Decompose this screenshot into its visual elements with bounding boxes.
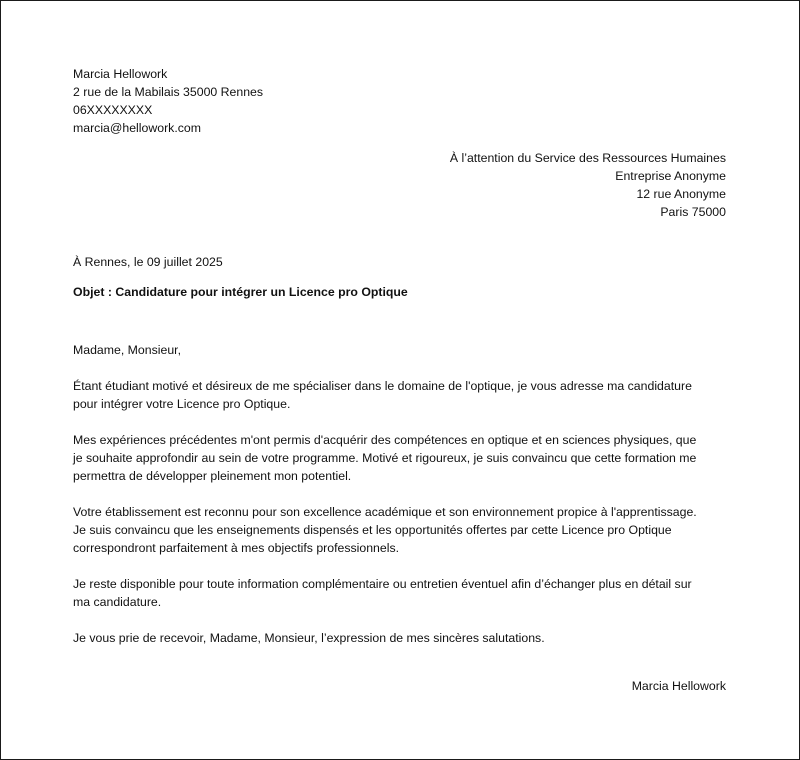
paragraph-motivation xyxy=(73,377,733,413)
paragraph-line: Je suis convaincu que les enseignements dispensés et les opportunités offertes par cette Licence pro Optique xyxy=(73,523,672,537)
paragraph-line: Je reste disponible pour toute information complémentaire ou entretien éventuel afin d’échanger plus en détail sur xyxy=(73,577,692,591)
sender-address: 2 rue de la Mabilais 35000 Rennes xyxy=(73,85,264,99)
sender-block xyxy=(73,65,263,137)
recipient-block xyxy=(450,149,726,221)
sender-phone: 06XXXXXXXX xyxy=(73,103,153,117)
signature: Marcia Hellowork xyxy=(631,679,726,693)
recipient-street: 12 rue Anonyme xyxy=(636,187,726,201)
closing xyxy=(73,629,733,647)
letter-subject: Objet : Candidature pour intégrer un Licence pro Optique xyxy=(73,285,408,299)
paragraph-line: correspondront parfaitement à mes objectifs professionnels. xyxy=(73,541,400,555)
paragraph-line: je souhaite approfondir au sein de votre programme. Motivé et rigoureux, je suis convaincu que cette formation me xyxy=(73,451,697,465)
recipient-attention: À l’attention du Service des Ressources Humaines xyxy=(449,151,726,165)
paragraph-line: Votre établissement est reconnu pour son excellence académique et son environnement propice à l'apprentissage. xyxy=(73,505,697,519)
paragraph-line: pour intégrer votre Licence pro Optique. xyxy=(73,397,291,411)
paragraph-institution xyxy=(73,503,733,557)
paragraph-line: permettra de développer pleinement mon potentiel. xyxy=(73,469,352,483)
greeting xyxy=(73,341,733,359)
sender-name: Marcia Hellowork xyxy=(73,67,168,81)
sender-email: marcia@hellowork.com xyxy=(73,121,201,135)
paragraph-availability xyxy=(73,575,733,611)
paragraph-line: ma candidature. xyxy=(73,595,162,609)
greeting-line: Madame, Monsieur, xyxy=(73,343,181,357)
closing-line: Je vous prie de recevoir, Madame, Monsieur, l’expression de mes sincères salutations. xyxy=(73,631,545,645)
letter-date: À Rennes, le 09 juillet 2025 xyxy=(73,255,223,269)
paragraph-experience xyxy=(73,431,733,485)
paragraph-line: Mes expériences précédentes m'ont permis d'acquérir des compétences en optique et en sciences physiques, que xyxy=(73,433,697,447)
recipient-company: Entreprise Anonyme xyxy=(615,169,726,183)
paragraph-line: Étant étudiant motivé et désireux de me spécialiser dans le domaine de l'optique, je vous adresse ma candidature xyxy=(73,379,692,393)
letter-body xyxy=(73,341,733,665)
recipient-city: Paris 75000 xyxy=(660,205,726,219)
